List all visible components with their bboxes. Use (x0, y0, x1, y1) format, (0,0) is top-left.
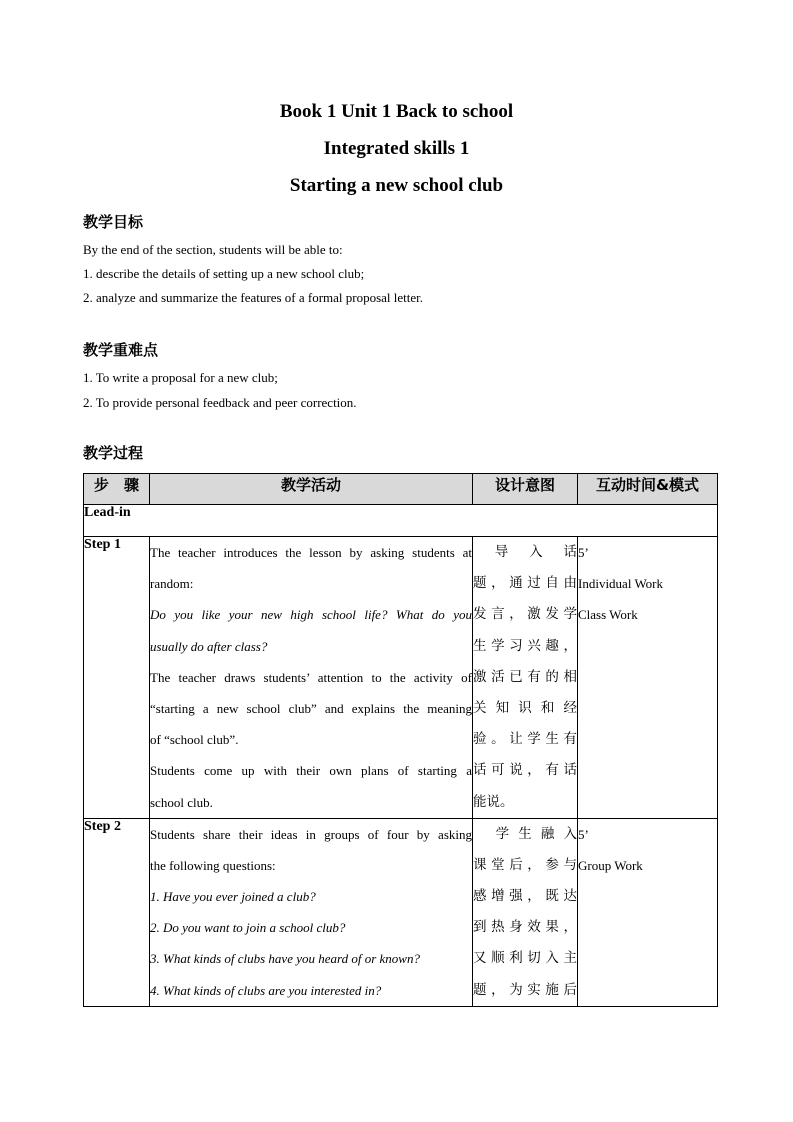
intent-line: 验。让学生有 (473, 731, 577, 748)
activity-question: Do you like your new high school life? What do you (150, 607, 472, 623)
intent-line: 学生融入 (473, 825, 577, 842)
process-heading: 教学过程 (83, 444, 144, 462)
intent-line: 又顺利切入主 (473, 950, 577, 967)
lesson-title: Starting a new school club (289, 175, 504, 196)
step-label: Step 2 (84, 818, 150, 1006)
doc-subtitle: Integrated skills 1 (323, 138, 470, 159)
section-label: Lead-in (84, 505, 718, 537)
intent-line: 话可说，有话 (473, 762, 577, 779)
activity-question: 1. Have you ever joined a club? (150, 889, 316, 905)
intent-line: 导 入 话 (473, 544, 577, 560)
intent-cell (473, 818, 578, 1006)
key-point-item: 1. To write a proposal for a new club; (83, 370, 278, 385)
column-header-mode: 互动时间&模式 (578, 474, 718, 505)
activity-question: 3. What kinds of clubs have you heard of or known? (150, 951, 420, 967)
intent-line: 到热身效果， (473, 919, 577, 936)
activity-line: random: (150, 576, 194, 592)
column-header-step: 步 骤 (84, 474, 150, 505)
intent-line: 生学习兴趣， (473, 637, 577, 654)
objective-item: 1. describe the details of setting up a new school club; (83, 266, 365, 281)
mode-cell (578, 537, 718, 819)
mode-item: Class Work (578, 607, 638, 623)
time-value: 5’ (578, 545, 589, 560)
mode-item: Group Work (578, 857, 643, 873)
activity-line: Students share their ideas in groups of four by asking (150, 826, 472, 842)
intent-line: 能说。 (473, 793, 514, 810)
mode-cell (578, 818, 718, 1006)
intent-line: 发言，激发学 (473, 606, 577, 623)
activity-question: usually do after class? (150, 638, 268, 654)
table-header-row (84, 474, 718, 505)
doc-title: Book 1 Unit 1 Back to school (279, 101, 514, 122)
activity-line: “starting a new school club” and explains the meaning (150, 700, 472, 716)
activity-cell (150, 537, 473, 819)
key-points-heading: 教学重难点 (83, 341, 159, 359)
activity-line: the following questions: (150, 857, 276, 873)
table-row (84, 818, 718, 1006)
column-header-intent: 设计意图 (473, 474, 578, 505)
step-label: Step 1 (84, 537, 150, 819)
activity-line: of “school club”. (150, 732, 239, 748)
activity-question: 4. What kinds of clubs are you interested in? (150, 982, 382, 998)
activity-cell (150, 818, 473, 1006)
objectives-intro: By the end of the section, students will be able to: (83, 242, 343, 257)
intent-cell (473, 537, 578, 819)
mode-item: Individual Work (578, 576, 664, 592)
intent-line: 课堂后，参与 (473, 856, 577, 873)
activity-line: school club. (150, 794, 213, 810)
intent-line: 题，为实施后 (473, 981, 577, 998)
key-point-item: 2. To provide personal feedback and peer correction. (83, 395, 357, 410)
intent-line: 关 知 识 和 经 (473, 699, 577, 716)
objectives-heading: 教学目标 (83, 213, 144, 231)
table-row (84, 537, 718, 819)
intent-line: 题，通过自由 (473, 575, 577, 592)
intent-line: 激活已有的相 (473, 668, 577, 685)
objective-item: 2. analyze and summarize the features of a formal proposal letter. (83, 290, 424, 305)
intent-line: 感增强，既达 (473, 888, 577, 905)
activity-line: Students come up with their own plans of starting a (150, 763, 472, 779)
column-header-activity: 教学活动 (150, 474, 473, 505)
time-value: 5’ (578, 826, 589, 842)
activity-question: 2. Do you want to join a school club? (150, 920, 346, 936)
section-row (84, 505, 718, 537)
activity-line: The teacher draws students’ attention to the activity of (150, 669, 472, 685)
activity-line: The teacher introduces the lesson by asking students at (150, 545, 472, 560)
lesson-process-table (83, 473, 718, 1007)
